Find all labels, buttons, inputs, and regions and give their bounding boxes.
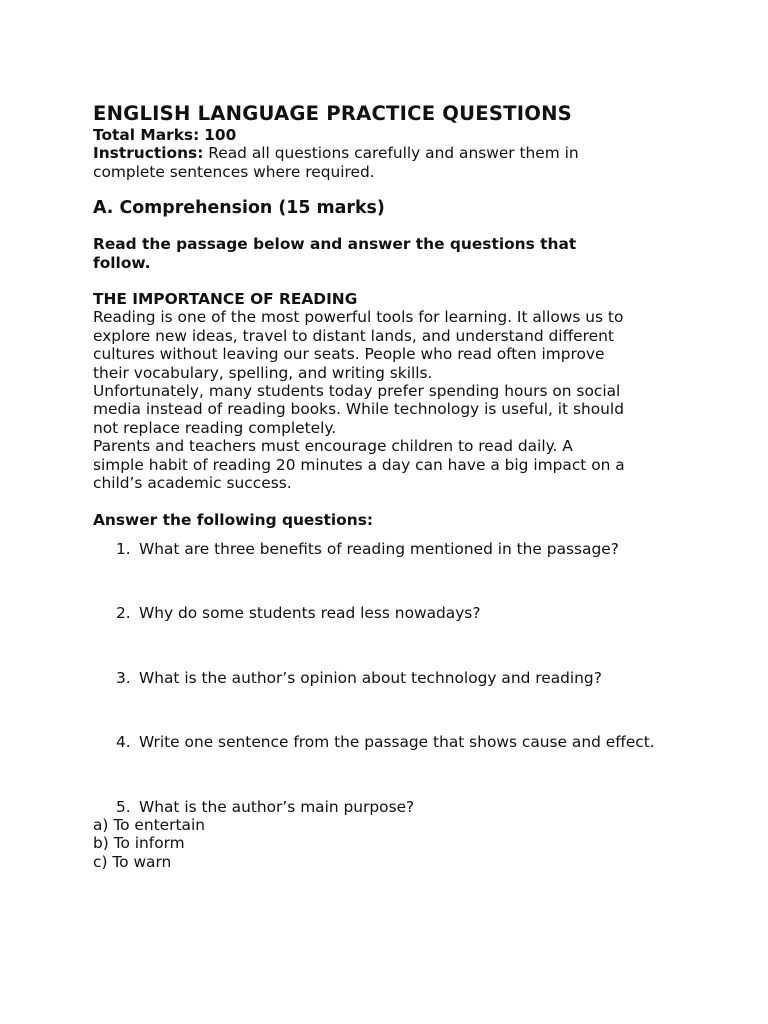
passage-line: their vocabulary, spelling, and writing skills. <box>93 363 433 382</box>
question-text: What is the author’s main purpose? <box>139 797 415 816</box>
instructions <box>93 144 693 181</box>
passage-title: THE IMPORTANCE OF READING <box>93 290 358 309</box>
question-number: 2. <box>116 604 131 623</box>
section-instruction <box>93 235 693 272</box>
total-marks-label: Total Marks: <box>93 126 200 144</box>
passage-line: Unfortunately, many students today prefer spending hours on social <box>93 382 621 401</box>
passage-line: media instead of reading books. While technology is useful, it should <box>93 400 624 419</box>
question-number: 1. <box>116 539 131 558</box>
passage-paragraph-3 <box>93 437 693 492</box>
instructions-text-line2: complete sentences where required. <box>93 162 375 181</box>
section-instruction-line1: Read the passage below and answer the questions that <box>93 235 577 254</box>
option-c: c) To warn <box>93 852 172 871</box>
question-number: 4. <box>116 733 131 752</box>
passage-paragraph-2 <box>93 382 693 437</box>
total-marks-value: 100 <box>204 126 237 144</box>
document-page <box>93 102 693 871</box>
question-item <box>116 733 693 751</box>
questions-list <box>93 540 693 816</box>
question-text: What is the author’s opinion about technology and reading? <box>139 668 602 687</box>
questions-heading: Answer the following questions: <box>93 510 374 529</box>
question-text: What are three benefits of reading mentioned in the passage? <box>139 539 619 558</box>
passage-line: not replace reading completely. <box>93 418 337 437</box>
passage-line: simple habit of reading 20 minutes a day can have a big impact on a <box>93 455 625 474</box>
question-item <box>116 604 693 622</box>
question-item <box>116 540 693 558</box>
passage <box>93 308 693 492</box>
section-instruction-line2: follow. <box>93 253 151 272</box>
passage-line: Parents and teachers must encourage children to read daily. A <box>93 437 573 456</box>
passage-line: explore new ideas, travel to distant lands, and understand different <box>93 326 614 345</box>
instructions-label: Instructions: <box>93 144 204 163</box>
question-item <box>116 798 693 816</box>
passage-line: cultures without leaving our seats. People who read often improve <box>93 345 605 364</box>
question-text: Write one sentence from the passage that shows cause and effect. <box>139 733 655 752</box>
passage-line: Reading is one of the most powerful tools for learning. It allows us to <box>93 308 624 327</box>
answer-options <box>93 816 693 871</box>
option-a: a) To entertain <box>93 815 205 834</box>
instructions-text-line1: Read all questions carefully and answer them in <box>208 144 579 163</box>
section-heading: A. Comprehension (15 marks) <box>93 198 385 219</box>
option-b: b) To inform <box>93 834 185 853</box>
question-text: Why do some students read less nowadays? <box>139 604 481 623</box>
question-number: 3. <box>116 668 131 687</box>
document-title: ENGLISH LANGUAGE PRACTICE QUESTIONS <box>93 102 572 125</box>
passage-line: child’s academic success. <box>93 474 292 493</box>
passage-paragraph-1 <box>93 308 693 382</box>
question-number: 5. <box>116 797 131 816</box>
total-marks <box>93 126 693 144</box>
question-item <box>116 669 693 687</box>
